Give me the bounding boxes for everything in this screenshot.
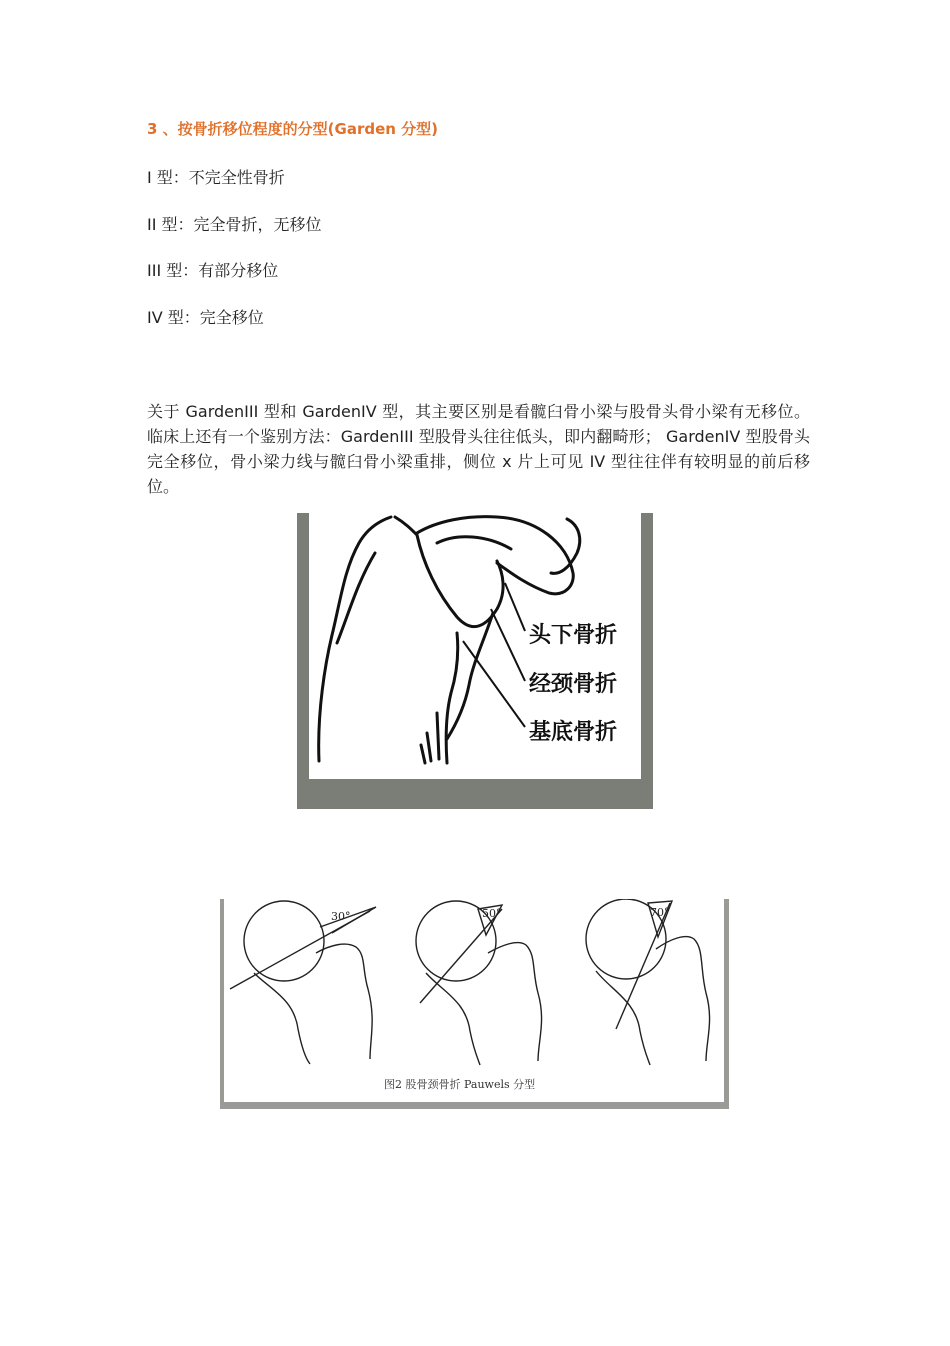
garden-type-3: III 型：有部分移位 [147, 261, 279, 280]
garden-type-2: II 型：完全骨折，无移位 [147, 215, 322, 234]
figure-caption: 图2 股骨颈骨折 Pauwels 分型 [384, 1078, 536, 1091]
label-basicervical: 基底骨折 [529, 719, 618, 745]
garden-type-1: I 型：不完全性骨折 [147, 168, 285, 187]
angle-70-label: 70° [650, 906, 670, 919]
angle-30-label: 30° [331, 910, 351, 923]
fracture-location-figure [297, 513, 653, 809]
explanation-paragraph: 关于 GardenIII 型和 GardenIV 型，其主要区别是看髋臼骨小梁与股骨头骨小梁有无移位。临床上还有一个鉴别方法：GardenIII 型股骨头往往低头，即内翻畸形； GardenIV 型股骨头完全移位，骨小梁力线与髋臼骨小梁重排，侧位 x 片上可见 IV 型往往伴有较明显的前后移位。 [147, 402, 810, 496]
section-heading: 3 、按骨折移位程度的分型(Garden 分型) [147, 120, 439, 138]
label-transcervical: 经颈骨折 [529, 671, 618, 697]
garden-type-4: IV 型：完全移位 [147, 308, 264, 327]
angle-50-label: 50° [482, 907, 502, 920]
fracture-location-drawing [297, 513, 653, 809]
pauwels-figure [220, 899, 729, 1109]
label-subcapital: 头下骨折 [529, 622, 618, 648]
pauwels-drawing [220, 899, 729, 1109]
